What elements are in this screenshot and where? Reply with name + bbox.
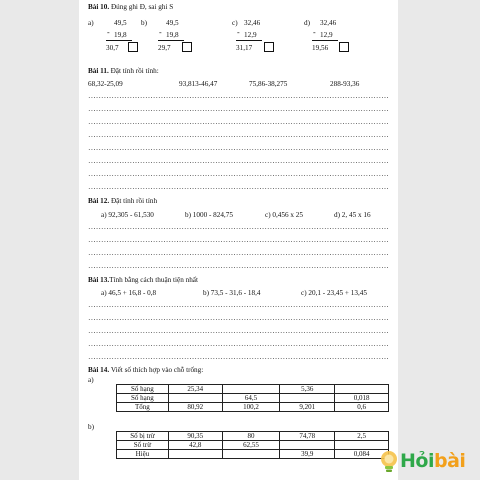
logo-word-2: bài xyxy=(433,450,466,472)
table-cell: 80 xyxy=(222,432,280,441)
minuend: 49,5 xyxy=(166,19,179,27)
table-cell: 62,55 xyxy=(222,441,280,450)
bai14-part-a-label: a) xyxy=(88,376,94,384)
answer-box[interactable] xyxy=(128,42,138,52)
bai14-title: Bài 14. xyxy=(88,366,110,374)
answer-line xyxy=(88,110,388,111)
answer-line xyxy=(88,267,388,268)
answer-line xyxy=(88,254,388,255)
bai10-title: Bài 10. xyxy=(88,3,110,11)
table-cell: 0,018 xyxy=(335,394,389,403)
table-cell: 100,2 xyxy=(222,403,280,412)
table-cell: 90,35 xyxy=(168,432,222,441)
table-row xyxy=(117,441,389,450)
table-cell: 64,5 xyxy=(222,394,280,403)
bai13-item: b) 73,5 - 31,6 - 18,4 xyxy=(203,289,261,297)
result: 19,56 xyxy=(312,44,329,52)
answer-line xyxy=(88,306,388,307)
bai10-label-c: c) xyxy=(232,19,238,27)
bai10-heading xyxy=(88,3,173,11)
minuend: 32,46 xyxy=(244,19,261,27)
bai14-part-b-label: b) xyxy=(88,423,94,431)
result: 31,17 xyxy=(236,44,253,52)
bai11-item: 288-93,36 xyxy=(330,80,360,88)
bai14-instruction: Viết số thích hợp vào chỗ trống: xyxy=(110,366,204,374)
bai13-heading xyxy=(88,276,198,284)
rule xyxy=(312,40,338,41)
minus-sign: - xyxy=(159,28,162,37)
answer-line xyxy=(88,319,388,320)
rule xyxy=(158,40,184,41)
answer-line xyxy=(88,345,388,346)
table-cell: 25,34 xyxy=(168,385,222,394)
table-cell: 2,5 xyxy=(335,432,389,441)
table-cell[interactable] xyxy=(222,385,280,394)
table-cell: 0,084 xyxy=(335,450,389,459)
table-cell: Số bị trừ xyxy=(117,432,169,441)
table-cell[interactable] xyxy=(222,450,280,459)
result: 30,7 xyxy=(106,44,119,52)
subtrahend: 19,8 xyxy=(114,31,127,39)
bai11-item: 68,32-25,09 xyxy=(88,80,123,88)
answer-line xyxy=(88,162,388,163)
bai13-item: a) 46,5 + 16,8 - 0,8 xyxy=(101,289,157,297)
bai12-item: b) 1000 - 824,75 xyxy=(185,211,233,219)
answer-line xyxy=(88,228,388,229)
bai10-label-d: d) xyxy=(304,19,310,27)
table-cell: Số hạng xyxy=(117,385,169,394)
table-cell: 39,9 xyxy=(280,450,335,459)
bai10-problem-b xyxy=(156,19,196,65)
table-row xyxy=(117,403,389,412)
answer-box[interactable] xyxy=(339,42,349,52)
table-row xyxy=(117,450,389,459)
minus-sign: - xyxy=(107,28,110,37)
subtrahend: 19,8 xyxy=(166,31,179,39)
table-cell[interactable] xyxy=(280,441,335,450)
table-cell[interactable] xyxy=(335,385,389,394)
table-cell: 0,6 xyxy=(335,403,389,412)
result: 29,7 xyxy=(158,44,171,52)
table-cell: 80,92 xyxy=(168,403,222,412)
subtrahend: 12,9 xyxy=(244,31,257,39)
answer-box[interactable] xyxy=(182,42,192,52)
logo-word-1: Hỏi xyxy=(400,450,434,472)
table-cell: Số trừ xyxy=(117,441,169,450)
answer-line xyxy=(88,332,388,333)
worksheet xyxy=(84,0,396,480)
bai11-title: Bài 11. xyxy=(88,67,109,75)
table-cell: Số hạng xyxy=(117,394,169,403)
table-cell[interactable] xyxy=(168,394,222,403)
table-cell: 74,78 xyxy=(280,432,335,441)
table-cell: Tổng xyxy=(117,403,169,412)
bai12-title: Bài 12. xyxy=(88,197,110,205)
bai14-table-a xyxy=(116,384,389,412)
hoibai-logo-text xyxy=(400,450,465,472)
answer-line xyxy=(88,241,388,242)
bai10-label-b: b) xyxy=(141,19,147,27)
bai14-table-b xyxy=(116,431,389,459)
answer-box[interactable] xyxy=(264,42,274,52)
table-row xyxy=(117,385,389,394)
answer-line xyxy=(88,136,388,137)
bai10-problem-a xyxy=(104,19,144,65)
table-cell[interactable] xyxy=(280,394,335,403)
minuend: 32,46 xyxy=(320,19,337,27)
bai11-instruction: Đặt tính rồi tính: xyxy=(110,67,159,75)
lightbulb-icon xyxy=(378,450,400,474)
bai10-problem-d xyxy=(310,19,350,65)
bai12-item: a) 92,305 - 61,530 xyxy=(101,211,154,219)
answer-line xyxy=(88,188,388,189)
subtrahend: 12,9 xyxy=(320,31,333,39)
answer-line xyxy=(88,123,388,124)
bai14-heading xyxy=(88,366,203,374)
answer-line xyxy=(88,175,388,176)
table-cell: 5,36 xyxy=(280,385,335,394)
bai13-instruction: Tính bằng cách thuận tiện nhất xyxy=(109,276,198,284)
rule xyxy=(106,40,132,41)
bai11-item: 93,813-46,47 xyxy=(179,80,218,88)
bai10-label-a: a) xyxy=(88,19,94,27)
bai12-item: d) 2, 45 x 16 xyxy=(334,211,371,219)
bai11-item: 75,86-38,275 xyxy=(249,80,288,88)
table-row xyxy=(117,432,389,441)
minus-sign: - xyxy=(237,28,240,37)
bai13-item: c) 20,1 - 23,45 + 13,45 xyxy=(301,289,367,297)
minuend: 49,5 xyxy=(114,19,127,27)
table-cell: 42,8 xyxy=(168,441,222,450)
table-cell[interactable] xyxy=(168,450,222,459)
table-cell: 9,201 xyxy=(280,403,335,412)
bai12-heading xyxy=(88,197,157,205)
bai10-instruction: Đúng ghi Đ, sai ghi S xyxy=(110,3,174,11)
rule xyxy=(236,40,262,41)
table-cell: Hiệu xyxy=(117,450,169,459)
hoibai-logo xyxy=(378,449,472,475)
minus-sign: - xyxy=(313,28,316,37)
bai11-heading xyxy=(88,67,159,75)
table-row xyxy=(117,394,389,403)
answer-line xyxy=(88,358,388,359)
answer-line xyxy=(88,149,388,150)
answer-line xyxy=(88,97,388,98)
bai12-instruction: Đặt tính rồi tính xyxy=(110,197,158,205)
bai13-title: Bài 13. xyxy=(88,276,110,284)
bai10-problem-c xyxy=(234,19,274,65)
bai12-item: c) 0,456 x 25 xyxy=(265,211,303,219)
